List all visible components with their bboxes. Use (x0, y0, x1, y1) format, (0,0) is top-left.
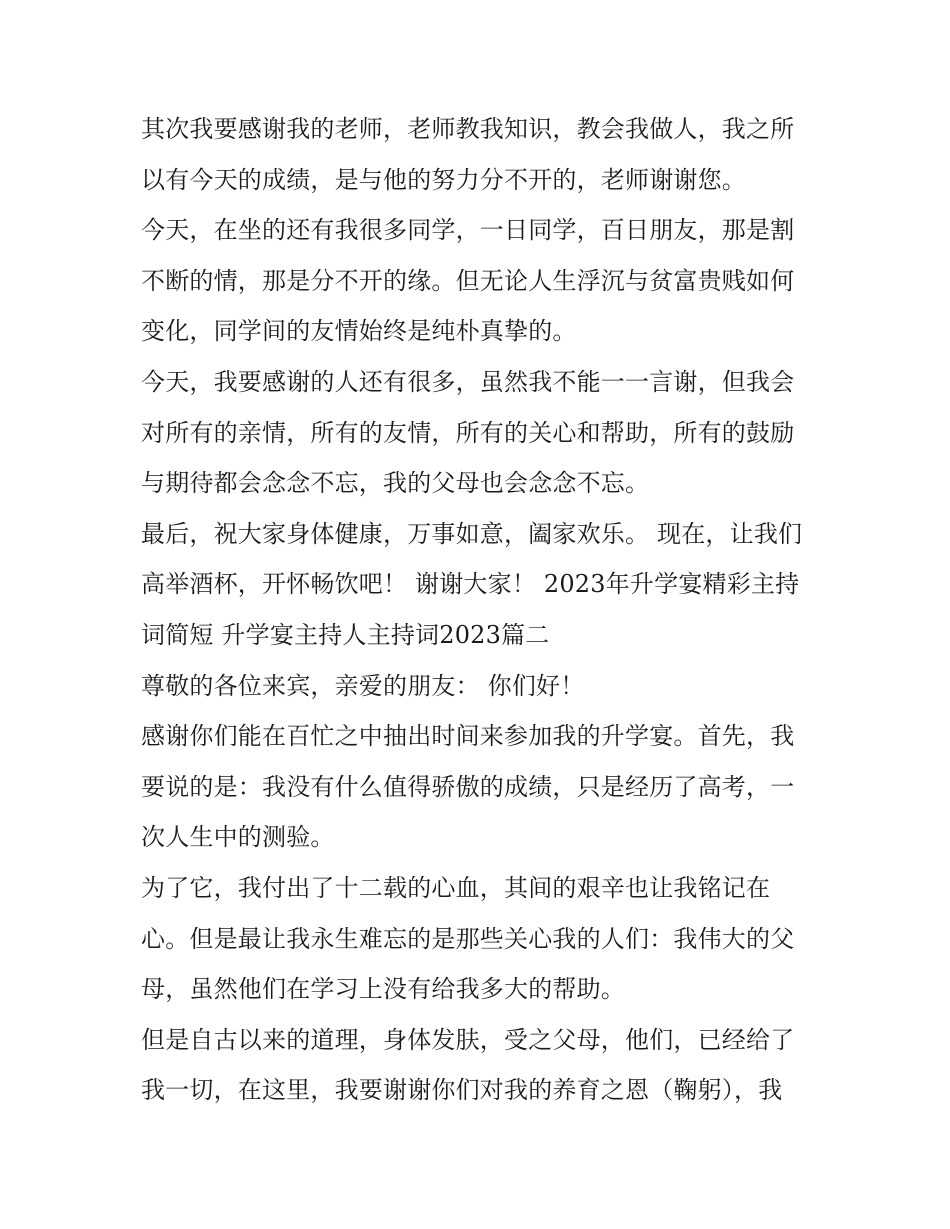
paragraph-classmates: 今天，在坐的还有我很多同学，一日同学，百日朋友，那是割不断的情，那是分不开的缘。但无论人生浮沉与贫富贵贱如何变化，同学间的友情始终是纯朴真挚的。 (141, 216, 795, 346)
paragraph-thanks-teacher: 其次我要感谢我的老师，老师教我知识，教会我做人，我之所以有今天的成绩，是与他的努力分不开的，老师谢谢您。 (141, 115, 795, 194)
paragraph-effort: 为了它，我付出了十二载的心血，其间的艰辛也让我铭记在心。但是最让我永生难忘的是那些关心我的人们：我伟大的父母，虽然他们在学习上没有给我多大的帮助。 (141, 873, 795, 1004)
paragraph-intro: 感谢你们能在百忙之中抽出时间来参加我的升学宴。首先，我要说的是：我没有什么值得骄傲的成绩，只是经历了高考，一次人生中的测验。 (141, 722, 795, 852)
paragraph-toast: 最后，祝大家身体健康，万事如意，阖家欢乐。 现在，让我们高举酒杯，开怀畅饮吧！ 谢谢大家！ 2023年升学宴精彩主持词简短 升学宴主持人主持词2023篇二 (141, 519, 803, 649)
document-body (141, 104, 813, 1116)
paragraph-greeting: 尊敬的各位来宾，亲爱的朋友： 你们好！ (141, 671, 585, 700)
paragraph-gratitude: 今天，我要感谢的人还有很多，虽然我不能一一言谢，但我会对所有的亲情，所有的友情，所有的关心和帮助，所有的鼓励与期待都会念念不忘，我的父母也会念念不忘。 (141, 367, 795, 498)
paragraph-parents: 但是自古以来的道理，身体发肤，受之父母，他们，已经给了我一切，在这里，我要谢谢你们对我的养育之恩（鞠躬），我 (141, 1025, 795, 1105)
